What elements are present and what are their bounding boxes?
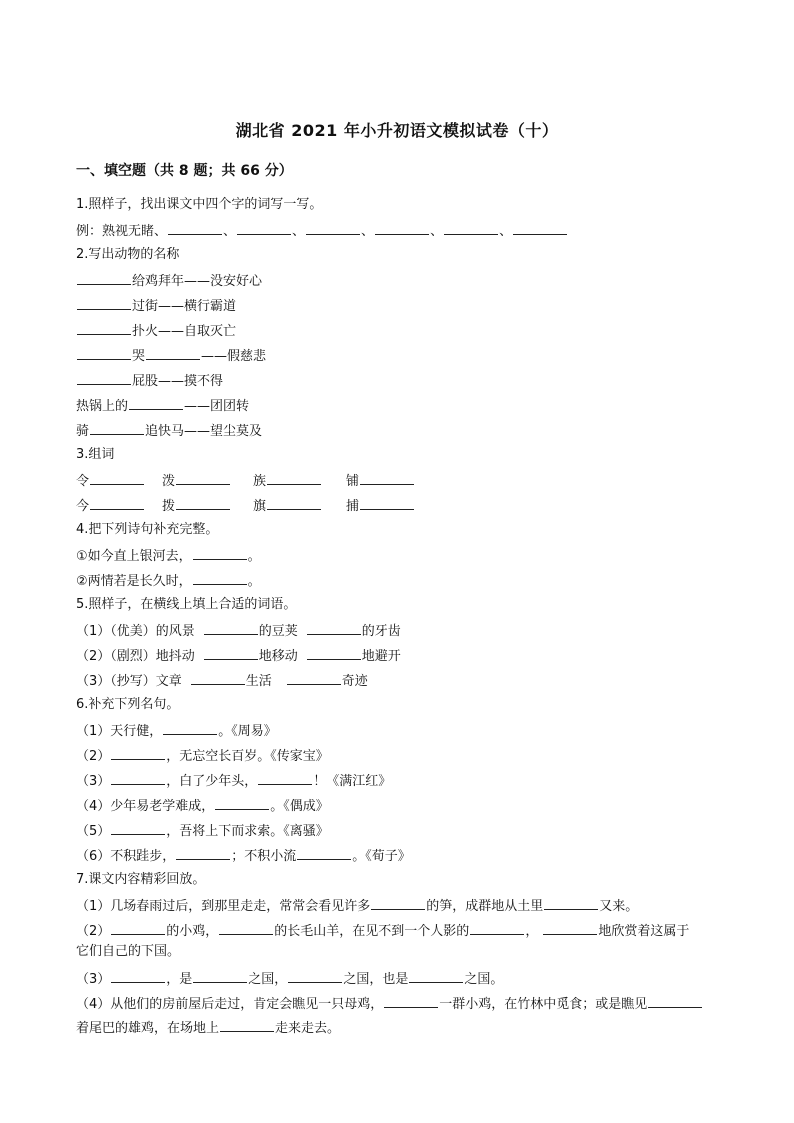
- q7-text: 的小鸡，: [166, 924, 219, 939]
- answer-blank[interactable]: [90, 420, 144, 435]
- q7-text: ，是: [166, 972, 193, 987]
- answer-blank[interactable]: [111, 770, 165, 785]
- q4-text: 。: [247, 549, 261, 564]
- q4-text: ①如今直上银河去，: [76, 549, 192, 564]
- separator: 、: [430, 224, 444, 239]
- q5-text: 生活: [245, 674, 272, 689]
- q6-text: ；不积小流: [231, 849, 297, 864]
- q7-text: 之国。: [464, 972, 504, 987]
- char: 泼: [162, 474, 176, 489]
- q2-text: 给鸡拜年——没安好心: [132, 274, 263, 289]
- char: 捕: [346, 499, 360, 514]
- q6-text: （1）天行健，: [76, 724, 163, 739]
- q5-line-3: [76, 670, 368, 692]
- char: 拨: [162, 499, 176, 514]
- answer-blank[interactable]: [193, 570, 247, 585]
- q5-text: 的豆荚: [258, 624, 298, 639]
- q7-text: 的长毛山羊，在见不到一个人影的: [274, 924, 470, 939]
- q7-text: 之国，也是: [343, 972, 409, 987]
- answer-blank[interactable]: [297, 845, 351, 860]
- q2-text: 追快马——望尘莫及: [145, 424, 263, 439]
- q2-text: ——假慈悲: [201, 349, 267, 364]
- q2-line-2: [76, 295, 236, 317]
- answer-blank[interactable]: [77, 295, 131, 310]
- answer-blank[interactable]: [163, 720, 217, 735]
- q4-prompt: 4.把下列诗句补充完整。: [76, 522, 219, 537]
- answer-blank[interactable]: [146, 345, 200, 360]
- q7-line-3: [76, 968, 503, 990]
- q7-prompt: 7.课文内容精彩回放。: [76, 872, 206, 887]
- q2-text: 骑: [76, 424, 90, 439]
- q2-line-7: [76, 420, 262, 442]
- q5-text: 地移动: [258, 649, 298, 664]
- answer-blank[interactable]: [307, 620, 361, 635]
- q6-line-2: [76, 745, 329, 767]
- q7-text: （4）从他们的房前屋后走过，肯定会瞧见一只母鸡，: [76, 997, 384, 1012]
- q7-line-4-cont: [76, 1017, 340, 1039]
- answer-blank[interactable]: [360, 470, 414, 485]
- char: 旗: [253, 499, 267, 514]
- q6-line-1: [76, 720, 277, 742]
- answer-blank[interactable]: [371, 895, 425, 910]
- q4-text: ②两情若是长久时，: [76, 574, 192, 589]
- answer-blank[interactable]: [176, 845, 230, 860]
- answer-blank[interactable]: [375, 220, 429, 235]
- answer-blank[interactable]: [77, 320, 131, 335]
- answer-blank[interactable]: [470, 920, 524, 935]
- char: 今: [76, 499, 90, 514]
- q7-text: ，: [525, 924, 539, 939]
- answer-blank[interactable]: [90, 470, 144, 485]
- q6-text: （3）: [76, 774, 111, 789]
- q2-text: 屁股——摸不得: [132, 374, 224, 389]
- q2-text: 过街——横行霸道: [132, 299, 237, 314]
- q7-text: （1）几场春雨过后，到那里走走，常常会看见许多: [76, 899, 371, 914]
- answer-blank[interactable]: [648, 993, 702, 1008]
- q7-text: 又来。: [599, 899, 639, 914]
- q2-line-6: [76, 395, 249, 417]
- q4-text: 。: [247, 574, 261, 589]
- answer-blank[interactable]: [176, 470, 230, 485]
- separator: 、: [361, 224, 375, 239]
- q7-text: 走来走去。: [275, 1021, 341, 1036]
- q4-line-1: [76, 545, 261, 567]
- q1-prompt: 1.照样子，找出课文中四个字的词写一写。: [76, 197, 323, 212]
- q5-text: 地避开: [361, 649, 401, 664]
- answer-blank[interactable]: [220, 1017, 274, 1032]
- q5-line-2: [76, 645, 401, 667]
- q6-text: ，无忘空长百岁。《传家宝》: [166, 749, 329, 764]
- q5-text: 奇迹: [341, 674, 368, 689]
- q4-line-2: [76, 570, 261, 592]
- answer-blank[interactable]: [176, 495, 230, 510]
- q1-example-prefix: 例：熟视无睹、: [76, 224, 168, 239]
- q7-line-4: [76, 993, 703, 1015]
- answer-blank[interactable]: [111, 745, 165, 760]
- q6-prompt: 6.补充下列名句。: [76, 697, 180, 712]
- separator: 、: [292, 224, 306, 239]
- answer-blank[interactable]: [204, 620, 258, 635]
- answer-blank[interactable]: [288, 968, 342, 983]
- q5-text: （2）（剧烈）地抖动: [76, 649, 195, 664]
- answer-blank[interactable]: [513, 220, 567, 235]
- answer-blank[interactable]: [193, 545, 247, 560]
- q2-text: ——团团转: [184, 399, 250, 414]
- q6-text: （4）少年易老学难成，: [76, 799, 215, 814]
- q5-line-1: [76, 620, 401, 642]
- q7-text: （3）: [76, 972, 111, 987]
- q6-text: 。《偶成》: [270, 799, 329, 814]
- q7-text: 一群小鸡，在竹林中觅食；或是瞧见: [439, 997, 648, 1012]
- q7-line-2-cont: 它们自己的下国。: [76, 944, 181, 959]
- q6-line-4: [76, 795, 329, 817]
- answer-blank[interactable]: [360, 495, 414, 510]
- q1-example-line: [76, 220, 568, 242]
- answer-blank[interactable]: [191, 670, 245, 685]
- answer-blank[interactable]: [307, 645, 361, 660]
- q7-text: 的笋，成群地从土里: [426, 899, 544, 914]
- answer-blank[interactable]: [384, 993, 438, 1008]
- q6-text: 。《荀子》: [352, 849, 411, 864]
- q6-text: ，白了少年头，: [166, 774, 258, 789]
- answer-blank[interactable]: [267, 495, 321, 510]
- answer-blank[interactable]: [111, 920, 165, 935]
- answer-blank[interactable]: [237, 220, 291, 235]
- answer-blank[interactable]: [129, 395, 183, 410]
- q3-prompt: 3.组词: [76, 447, 115, 462]
- q7-text: 之国，: [248, 972, 288, 987]
- q5-text: 的牙齿: [361, 624, 401, 639]
- answer-blank[interactable]: [168, 220, 222, 235]
- answer-blank[interactable]: [111, 968, 165, 983]
- q2-prompt: 2.写出动物的名称: [76, 247, 180, 262]
- q6-text: （6）不积跬步，: [76, 849, 176, 864]
- q7-line-1: [76, 895, 638, 917]
- answer-blank[interactable]: [77, 345, 131, 360]
- q2-text: 扑火——自取灭亡: [132, 324, 237, 339]
- q2-line-1: [76, 270, 262, 292]
- char: 令: [76, 474, 90, 489]
- q6-line-5: [76, 820, 329, 842]
- answer-blank[interactable]: [409, 968, 463, 983]
- answer-blank[interactable]: [544, 895, 598, 910]
- q6-text: ！《满江红》: [313, 774, 392, 789]
- q2-text: 哭: [132, 349, 146, 364]
- q6-line-6: [76, 845, 411, 867]
- q7-text: （2）: [76, 924, 111, 939]
- answer-blank[interactable]: [193, 968, 247, 983]
- answer-blank[interactable]: [77, 370, 131, 385]
- q7-text: 着尾巴的雄鸡，在场地上: [76, 1021, 220, 1036]
- answer-blank[interactable]: [215, 795, 269, 810]
- section-heading: 一、填空题（共 8 题；共 66 分）: [76, 163, 293, 179]
- q6-text: ，吾将上下而求索。《离骚》: [166, 824, 329, 839]
- answer-blank[interactable]: [111, 820, 165, 835]
- q5-text: （1）（优美）的风景: [76, 624, 195, 639]
- q5-prompt: 5.照样子，在横线上填上合适的词语。: [76, 597, 297, 612]
- char: 族: [253, 474, 267, 489]
- q6-text: （5）: [76, 824, 111, 839]
- q2-line-5: [76, 370, 223, 392]
- q5-text: （3）（抄写）文章: [76, 674, 182, 689]
- q7-text: 地欣赏着这属于: [598, 924, 690, 939]
- q2-text: 热锅上的: [76, 399, 129, 414]
- separator: 、: [499, 224, 513, 239]
- q6-text: （2）: [76, 749, 111, 764]
- q6-text: 。《周易》: [218, 724, 277, 739]
- separator: 、: [223, 224, 237, 239]
- answer-blank[interactable]: [287, 670, 341, 685]
- answer-blank[interactable]: [444, 220, 498, 235]
- q2-line-4: [76, 345, 266, 367]
- answer-blank[interactable]: [90, 495, 144, 510]
- answer-blank[interactable]: [306, 220, 360, 235]
- answer-blank[interactable]: [77, 270, 131, 285]
- q6-line-3: [76, 770, 391, 792]
- answer-blank[interactable]: [219, 920, 273, 935]
- char: 铺: [346, 474, 360, 489]
- q2-line-3: [76, 320, 236, 342]
- page-title: 湖北省 2021 年小升初语文模拟试卷（十）: [235, 121, 559, 140]
- q7-line-2: [76, 920, 689, 942]
- answer-blank[interactable]: [258, 770, 312, 785]
- answer-blank[interactable]: [267, 470, 321, 485]
- answer-blank[interactable]: [543, 920, 597, 935]
- answer-blank[interactable]: [204, 645, 258, 660]
